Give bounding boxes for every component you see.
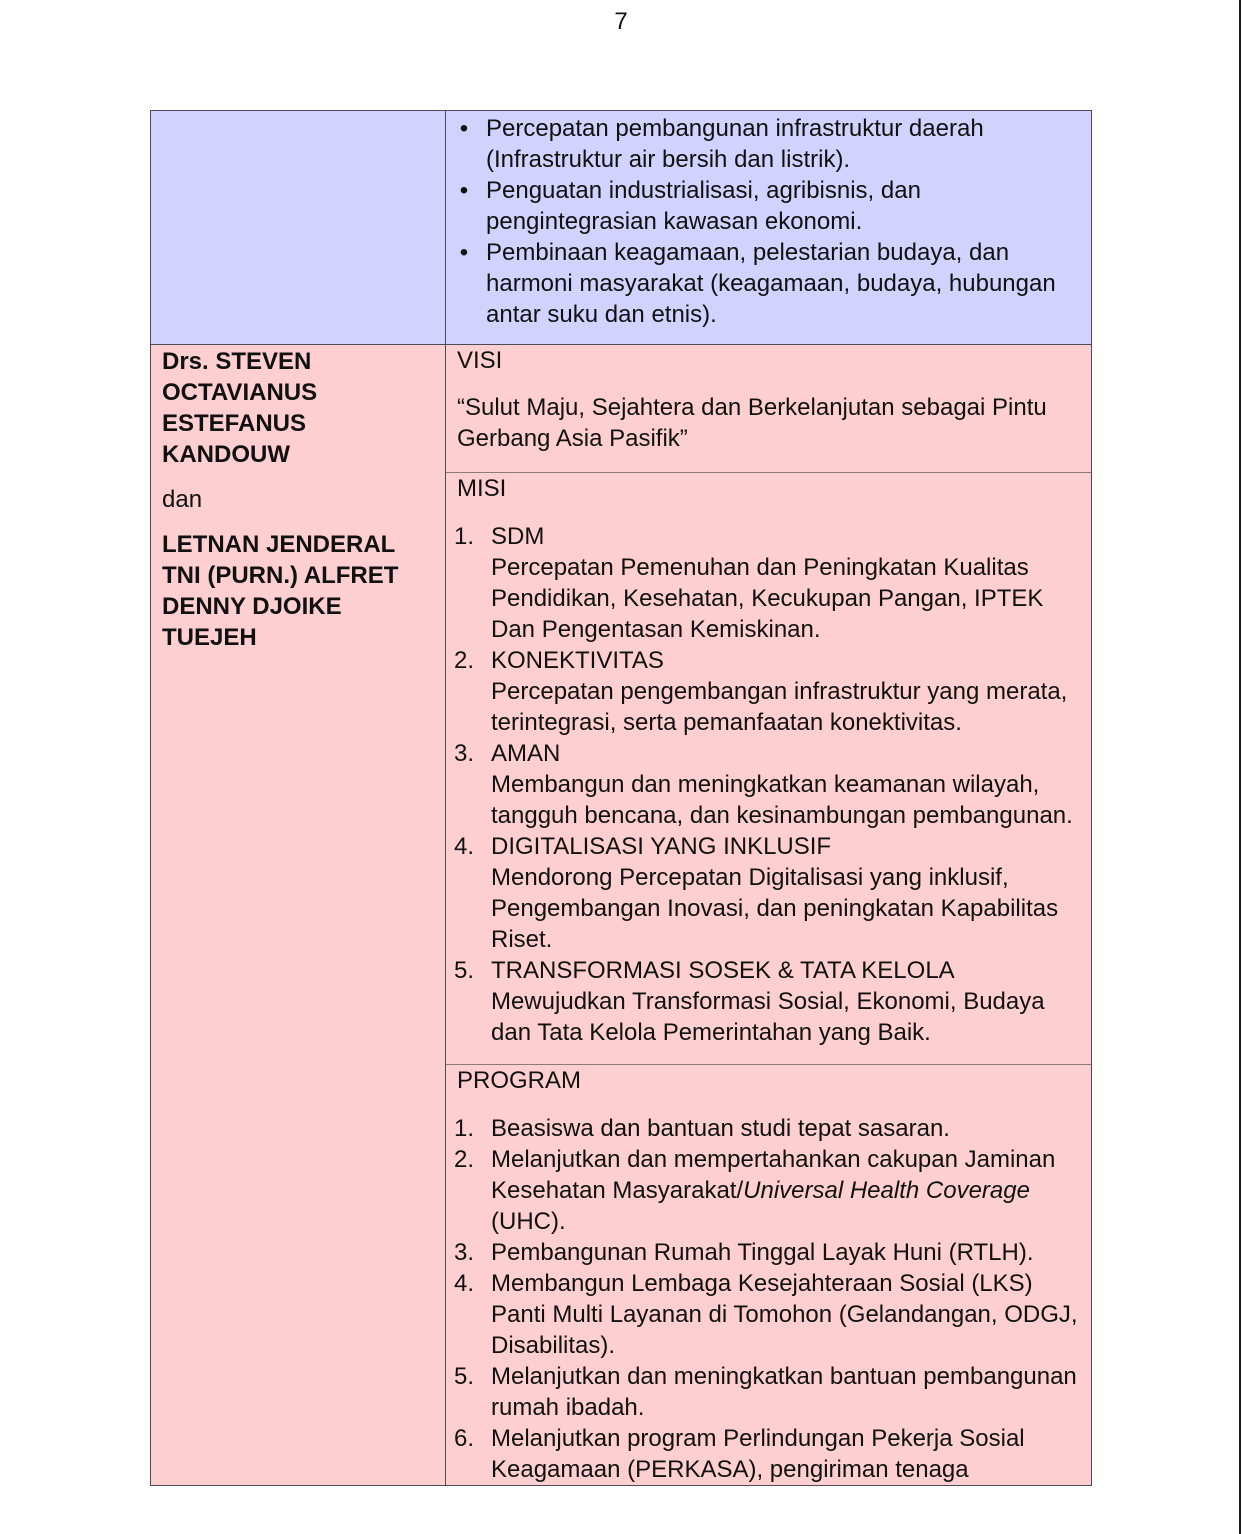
misi-text: Membangun dan meningkatkan keamanan wilayah, tangguh bencana, dan kesinambungan pembangunan. bbox=[491, 771, 1073, 829]
misi-text: Percepatan Pemenuhan dan Peningkatan Kualitas Pendidikan, Kesehatan, Kecukupan Pangan, IPTEK Dan Pengentasan Kemiskinan. bbox=[491, 554, 1044, 643]
program-item: 1. Beasiswa dan bantuan studi tepat sasaran. bbox=[454, 1115, 950, 1142]
program-item: 3. Pembangunan Rumah Tinggal Layak Huni (RTLH). bbox=[454, 1239, 1034, 1266]
misi-item: 3. AMAN Membangun dan meningkatkan keamanan wilayah, tangguh bencana, dan kesinambungan pembangunan. bbox=[457, 738, 1081, 831]
vision-mission-cell bbox=[446, 345, 1092, 1486]
misi-heading: DIGITALISASI YANG INKLUSIF bbox=[491, 833, 832, 860]
program-item: 5. Melanjutkan dan meningkatkan bantuan pembangunan rumah ibadah. bbox=[454, 1363, 1077, 1421]
visi-section bbox=[446, 345, 1091, 472]
page-number: 7 bbox=[614, 8, 628, 35]
empty-candidate-cell bbox=[151, 111, 446, 345]
bullet-icon: • bbox=[459, 177, 469, 204]
conjunction: dan bbox=[162, 486, 203, 513]
misi-item: 5. TRANSFORMASI SOSEK & TATA KELOLA Mewujudkan Transformasi Sosial, Ekonomi, Budaya dan Tata Kelola Pemerintahan yang Baik. bbox=[457, 955, 1081, 1048]
misi-item: 2. KONEKTIVITAS Percepatan pengembangan infrastruktur yang merata, terintegrasi, serta pemanfaatan konektivitas. bbox=[457, 645, 1081, 738]
misi-heading: SDM bbox=[491, 523, 545, 550]
bullet-item: • Percepatan pembangunan infrastruktur daerah (Infrastruktur air bersih dan listrik). bbox=[452, 113, 1081, 175]
program-title: PROGRAM bbox=[457, 1067, 582, 1094]
page-edge-divider bbox=[1239, 0, 1241, 1534]
candidate-program-table bbox=[150, 110, 1092, 1486]
program-item: 6. Melanjutkan program Perlindungan Pekerja Sosial Keagamaan (PERKASA), pengiriman tenaga bbox=[454, 1425, 1025, 1483]
misi-list bbox=[454, 521, 1081, 1064]
candidate-names-cell bbox=[151, 345, 446, 1486]
misi-text: Mendorong Percepatan Digitalisasi yang inklusif, Pengembangan Inovasi, dan peningkatan Kapabilitas Riset. bbox=[491, 864, 1059, 953]
program-list bbox=[454, 1113, 1081, 1485]
misi-heading: TRANSFORMASI SOSEK & TATA KELOLA bbox=[491, 957, 955, 984]
candidate-1-name: Drs. STEVEN OCTAVIANUS ESTEFANUS KANDOUW bbox=[162, 348, 318, 468]
bullet-icon: • bbox=[459, 239, 469, 266]
visi-text: “Sulut Maju, Sejahtera dan Berkelanjutan sebagai Pintu Gerbang Asia Pasifik” bbox=[457, 394, 1047, 452]
misi-text: Mewujudkan Transformasi Sosial, Ekonomi, Budaya dan Tata Kelola Pemerintahan yang Baik. bbox=[491, 988, 1045, 1046]
bullet-icon: • bbox=[459, 115, 469, 142]
visi-title: VISI bbox=[457, 347, 503, 374]
misi-section bbox=[446, 472, 1091, 1064]
table-row-candidate bbox=[151, 345, 1092, 1486]
program-section bbox=[446, 1064, 1091, 1485]
misi-heading: KONEKTIVITAS bbox=[491, 647, 664, 674]
bullet-item: • Penguatan industrialisasi, agribisnis, dan pengintegrasian kawasan ekonomi. bbox=[452, 175, 1081, 237]
misi-item: 1. SDM Percepatan Pemenuhan dan Peningkatan Kualitas Pendidikan, Kesehatan, Kecukupan Pangan, IPTEK Dan Pengentasan Kemiskinan. bbox=[457, 521, 1081, 645]
misi-heading: AMAN bbox=[491, 740, 561, 767]
candidate-2-name: LETNAN JENDERAL TNI (PURN.) ALFRET DENNY DJOIKE TUEJEH bbox=[162, 531, 399, 651]
program-item: 2. Melanjutkan dan mempertahankan cakupan Jaminan Kesehatan Masyarakat/Universal Health Coverage (UHC). bbox=[454, 1146, 1056, 1235]
misi-title: MISI bbox=[457, 475, 507, 502]
table-row-continued bbox=[151, 111, 1092, 345]
bullet-item: • Pembinaan keagamaan, pelestarian budaya, dan harmoni masyarakat (keagamaan, budaya, hubungan antar suku dan etnis). bbox=[452, 237, 1081, 330]
misi-item: 4. DIGITALISASI YANG INKLUSIF Mendorong Percepatan Digitalisasi yang inklusif, Pengembangan Inovasi, dan peningkatan Kapabilitas Riset. bbox=[457, 831, 1081, 955]
program-bullet-list bbox=[452, 113, 1081, 330]
misi-text: Percepatan pengembangan infrastruktur yang merata, terintegrasi, serta pemanfaatan konektivitas. bbox=[491, 678, 1068, 736]
program-item: 4. Membangun Lembaga Kesejahteraan Sosial (LKS) Panti Multi Layanan di Tomohon (Gelandangan, ODGJ, Disabilitas). bbox=[454, 1270, 1078, 1359]
bullet-cell bbox=[446, 111, 1092, 345]
